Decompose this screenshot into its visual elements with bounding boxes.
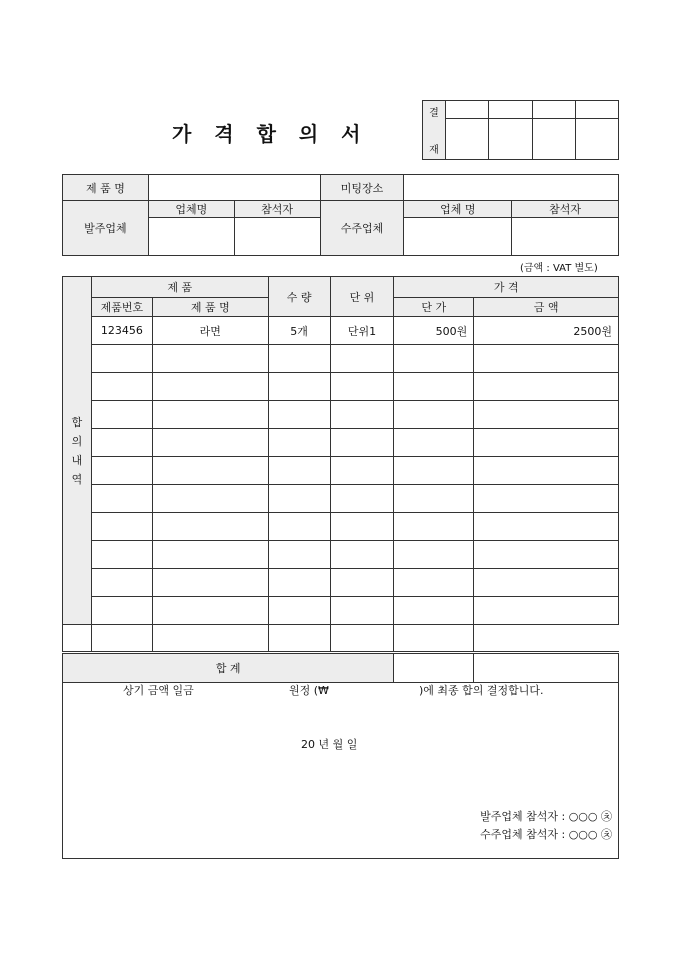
cell[interactable] — [330, 597, 394, 625]
cell[interactable] — [394, 597, 474, 625]
header-unit-price: 단 가 — [394, 298, 474, 317]
receiving-company-name-header: 업체 명 — [404, 201, 512, 218]
cell[interactable] — [152, 429, 268, 457]
cell[interactable] — [152, 513, 268, 541]
cell[interactable] — [394, 625, 474, 653]
table-row — [63, 597, 619, 625]
agreement-side-text: 합의내역 — [71, 415, 83, 486]
meeting-place-label: 미팅장소 — [320, 175, 404, 201]
cell[interactable] — [330, 513, 394, 541]
cell[interactable] — [474, 373, 619, 401]
ordering-company-label: 발주업체 — [63, 201, 149, 256]
cell[interactable] — [474, 569, 619, 597]
statement-line1-c: )에 최종 합의 결정합니다. — [419, 684, 544, 697]
meeting-place-field[interactable] — [404, 175, 619, 201]
cell[interactable] — [91, 345, 152, 373]
receiving-attendee-field[interactable] — [512, 218, 619, 256]
receiving-signature: 수주업체 참석자 : ○○○ ㉩ — [480, 828, 612, 841]
cell[interactable] — [152, 597, 268, 625]
table-row — [63, 345, 619, 373]
statement-line1-b: 원정 (₩ — [289, 684, 329, 697]
cell[interactable] — [474, 485, 619, 513]
header-unit: 단 위 — [330, 277, 394, 317]
cell[interactable] — [268, 457, 330, 485]
header-quantity: 수 량 — [268, 277, 330, 317]
cell[interactable] — [268, 401, 330, 429]
approval-box — [422, 100, 619, 160]
cell[interactable] — [152, 373, 268, 401]
approval-label-bottom: 재 — [429, 145, 439, 156]
table-row — [63, 317, 619, 345]
cell[interactable] — [91, 569, 152, 597]
ordering-attendee-field[interactable] — [234, 218, 320, 256]
ordering-company-name-header: 업체명 — [148, 201, 234, 218]
table-row — [63, 485, 619, 513]
ordering-company-name-field[interactable] — [148, 218, 234, 256]
table-row — [63, 401, 619, 429]
cell[interactable] — [63, 625, 92, 653]
cell[interactable] — [268, 345, 330, 373]
header-price: 가 격 — [394, 277, 619, 298]
cell[interactable] — [474, 457, 619, 485]
cell[interactable] — [394, 401, 474, 429]
cell-unit[interactable]: 단위1 — [330, 317, 394, 345]
statement-line1-a: 상기 금액 일금 — [123, 684, 194, 697]
statement-date: 20 년 월 일 — [301, 738, 358, 751]
table-row — [63, 569, 619, 597]
cell-quantity[interactable]: 5개 — [268, 317, 330, 345]
cell-product-no[interactable]: 123456 — [91, 317, 152, 345]
cell[interactable] — [152, 541, 268, 569]
ordering-attendee-header: 참석자 — [234, 201, 320, 218]
cell[interactable] — [268, 429, 330, 457]
cell[interactable] — [268, 541, 330, 569]
cell[interactable] — [330, 541, 394, 569]
vat-note: (금액 : VAT 별도) — [520, 263, 598, 274]
cell[interactable] — [91, 485, 152, 513]
cell[interactable] — [330, 485, 394, 513]
cell[interactable] — [330, 429, 394, 457]
approval-label-top: 결 — [429, 108, 439, 119]
cell[interactable] — [91, 513, 152, 541]
table-row — [63, 541, 619, 569]
cell[interactable] — [268, 569, 330, 597]
approval-sign-cell[interactable] — [446, 119, 489, 160]
table-row — [63, 457, 619, 485]
cell[interactable] — [394, 457, 474, 485]
receiving-attendee-header: 참석자 — [512, 201, 619, 218]
cell[interactable] — [474, 597, 619, 625]
cell[interactable] — [91, 541, 152, 569]
table-row — [63, 625, 619, 653]
cell[interactable] — [330, 345, 394, 373]
cell[interactable] — [474, 513, 619, 541]
table-row — [63, 429, 619, 457]
cell[interactable] — [474, 401, 619, 429]
cell[interactable] — [152, 401, 268, 429]
cell-product-name[interactable]: 라면 — [152, 317, 268, 345]
approval-sign-cell[interactable] — [489, 119, 532, 160]
cell-amount[interactable]: 2500원 — [474, 317, 619, 345]
table-row — [63, 373, 619, 401]
cell[interactable] — [394, 345, 474, 373]
cell[interactable] — [152, 345, 268, 373]
header-product-no: 제품번호 — [91, 298, 152, 317]
cell[interactable] — [91, 625, 152, 653]
approval-head-cell — [446, 101, 489, 119]
cell[interactable] — [268, 513, 330, 541]
cell[interactable] — [330, 457, 394, 485]
cell[interactable] — [330, 373, 394, 401]
approval-label — [423, 101, 446, 160]
document-title: 가 격 합 의 서 — [172, 122, 369, 146]
cell[interactable] — [394, 513, 474, 541]
cell[interactable] — [394, 429, 474, 457]
cell[interactable] — [268, 485, 330, 513]
cell-unit-price[interactable]: 500원 — [394, 317, 474, 345]
receiving-company-label: 수주업체 — [320, 201, 404, 256]
cell[interactable] — [394, 373, 474, 401]
agreement-side-label — [63, 277, 92, 625]
cell[interactable] — [268, 625, 330, 653]
header-amount: 금 액 — [474, 298, 619, 317]
cell[interactable] — [474, 345, 619, 373]
cell[interactable] — [268, 373, 330, 401]
approval-sign-cell[interactable] — [532, 119, 575, 160]
cell[interactable] — [394, 569, 474, 597]
info-table — [62, 174, 619, 256]
header-product: 제 품 — [91, 277, 268, 298]
cell[interactable] — [152, 625, 268, 653]
product-name-field[interactable] — [148, 175, 320, 201]
product-name-label: 제 품 명 — [63, 175, 149, 201]
cell[interactable] — [91, 457, 152, 485]
cell[interactable] — [91, 373, 152, 401]
cell[interactable] — [91, 597, 152, 625]
approval-head-cell — [489, 101, 532, 119]
cell[interactable] — [330, 401, 394, 429]
agreement-table — [62, 276, 619, 683]
total-label: 합 계 — [63, 653, 394, 683]
ordering-signature: 발주업체 참석자 : ○○○ ㉩ — [480, 810, 612, 823]
cell[interactable] — [474, 429, 619, 457]
cell[interactable] — [152, 485, 268, 513]
cell[interactable] — [394, 541, 474, 569]
cell[interactable] — [91, 429, 152, 457]
statement-section — [62, 660, 619, 859]
cell[interactable] — [268, 597, 330, 625]
cell[interactable] — [152, 457, 268, 485]
approval-head-cell — [532, 101, 575, 119]
table-row — [63, 513, 619, 541]
cell[interactable] — [152, 569, 268, 597]
approval-sign-cell[interactable] — [575, 119, 618, 160]
cell[interactable] — [394, 485, 474, 513]
cell[interactable] — [330, 569, 394, 597]
receiving-company-name-field[interactable] — [404, 218, 512, 256]
cell[interactable] — [91, 401, 152, 429]
cell[interactable] — [330, 625, 394, 653]
cell[interactable] — [474, 541, 619, 569]
approval-head-cell — [575, 101, 618, 119]
header-product-name: 제 품 명 — [152, 298, 268, 317]
